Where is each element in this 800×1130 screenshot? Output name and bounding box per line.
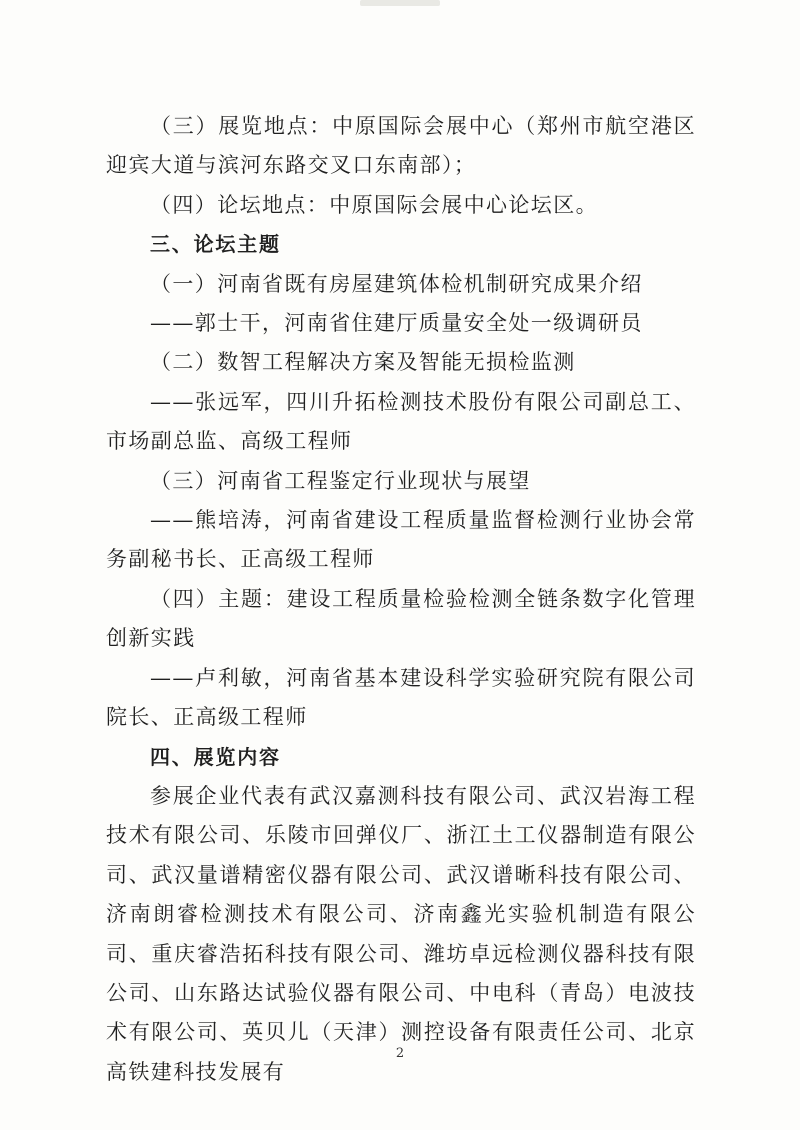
speaker-paragraph-2: ——张远军，四川升拓检测技术股份有限公司副总工、市场副总监、高级工程师 (106, 389, 696, 454)
topic-paragraph-1: （一）河南省既有房屋建筑体检机制研究成果介绍 (150, 271, 643, 296)
topic-paragraph-2: （二）数智工程解决方案及智能无损检监测 (150, 350, 576, 375)
speaker-paragraph-1: ——郭士干，河南省住建厅质量安全处一级调研员 (150, 311, 643, 336)
document-body (106, 107, 696, 1092)
speaker-paragraph-4: ——卢利敏，河南省基本建设科学实验研究院有限公司院长、正高级工程师 (106, 665, 696, 730)
speaker-paragraph-3: ——熊培涛，河南省建设工程质量监督检测行业协会常务副秘书长、正高级工程师 (106, 508, 696, 572)
topic-paragraph-3: （三）河南省工程鉴定行业现状与展望 (150, 468, 531, 493)
topic-paragraph-4: （四）主题：建设工程质量检验检测全链条数字化管理创新实践 (106, 586, 696, 651)
scan-artifact (360, 0, 440, 6)
section-heading-exhibition-content: 四、展览内容 (150, 744, 281, 769)
exhibitors-paragraph: 参展企业代表有武汉嘉测科技有限公司、武汉岩海工程技术有限公司、乐陵市回弹仪厂、浙江土工仪器制造有限公司、武汉量谱精密仪器有限公司、武汉谱晰科技有限公司、济南朗睿检测技术有限公司、济南鑫光实验机制造有限公司、重庆睿浩拓科技有限公司、潍坊卓远检测仪器科技有限公司、山东路达试验仪器有限公司、中电科（青岛）电波技术有限公司、英贝儿（天津）测控设备有限责任公司、北京高铁建科技发展有 (106, 783, 696, 1084)
forum-venue-paragraph: （四）论坛地点：中原国际会展中心论坛区。 (150, 192, 598, 217)
page-number: 2 (395, 1046, 405, 1061)
exhibition-venue-paragraph: （三）展览地点：中原国际会展中心（郑州市航空港区迎宾大道与滨河东路交叉口东南部）； (106, 114, 696, 178)
section-heading-forum-topics: 三、论坛主题 (150, 232, 281, 257)
